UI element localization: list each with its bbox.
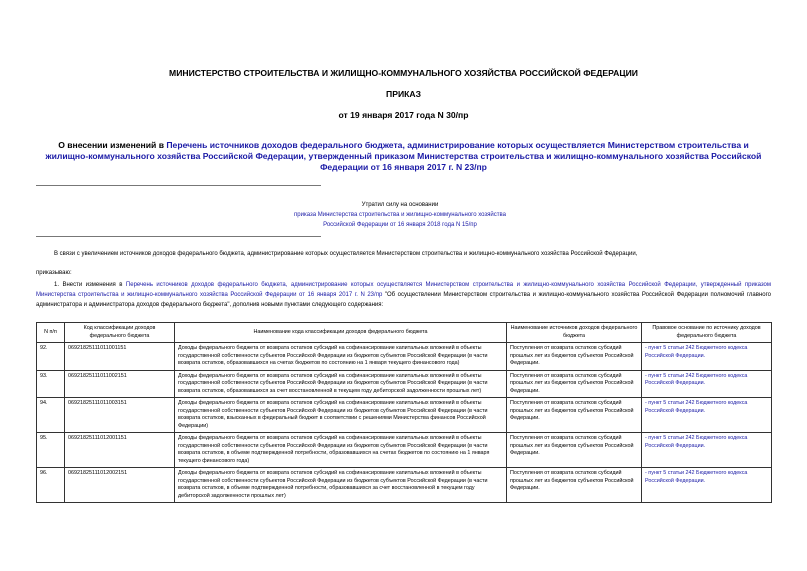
table-row [37,370,772,398]
row-legal-basis-link[interactable]: - пункт 5 статьи 242 Бюджетного кодекса Российской Федерации. [645,400,748,414]
table-header-row [37,323,772,343]
revenue-sources-table [36,322,772,503]
row-legal-basis-link[interactable]: - пункт 5 статьи 242 Бюджетного кодекса Российской Федерации. [645,435,748,449]
row-number: 92. [37,343,65,371]
table-row [37,468,772,503]
row-code-name: Доходы федерального бюджета от возврата остатков субсидий на софинансирование капитальных вложений в объекты государственной собственности субъектов Российской Федерации из бюджетов субъектов Российской Федерации (в части возврата остатков, образовавшихся на счетах бюджетов по состоянию на 1 января текущего финансового года) [175,343,507,371]
item-1-link[interactable]: Перечень источников доходов федерального бюджета, администрирование которых осуществляется Министерством строительства и жилищно-коммунального хозяйства Российской Федерации, утвержденный приказом Министерства строительства и жилищно-коммунального хозяйства Российской Федерации от 16 января 2017 г. N 23/пр [36,282,771,298]
intro-paragraph: В связи с увеличением источников доходов федерального бюджета, администрирование которых осуществляется Министерством строительства и жилищно-коммунального хозяйства Российской Федерации, [54,251,638,257]
row-source: Поступления от возврата остатков субсидий прошлых лет из бюджетов субъектов Российской Федерации. [507,433,642,468]
row-source: Поступления от возврата остатков субсидий прошлых лет из бюджетов субъектов Российской Федерации. [507,398,642,433]
table-row [37,433,772,468]
row-source: Поступления от возврата остатков субсидий прошлых лет из бюджетов субъектов Российской Федерации. [507,468,642,503]
row-code: 06921825111011001151 [65,343,175,371]
row-number: 95. [37,433,65,468]
doc-type-heading: ПРИКАЗ [386,89,421,99]
row-source: Поступления от возврата остатков субсидий прошлых лет из бюджетов субъектов Российской Федерации. [507,343,642,371]
row-code: 06921825111011002151 [65,370,175,398]
row-legal-basis-link[interactable]: - пункт 5 статьи 242 Бюджетного кодекса Российской Федерации. [645,372,748,386]
row-code-name: Доходы федерального бюджета от возврата остатков субсидий на софинансирование капитальных вложений в объекты государственной собственности субъектов Российской Федерации из бюджетов субъектов Российской Федерации (в части возврата остатков, в объеме подтвержденной потребности, образовавшихся за счет восстановленной в текущем году дебиторской задолженности прошлых лет) [175,468,507,503]
item-1-prefix: 1. Внести изменения в [54,282,126,288]
doc-title-prefix: О внесении изменений в [58,140,167,150]
item-1-suffix: "Об осуществлении Министерством строительства и жилищно-коммунального хозяйства Российской Федерации полномочий главного администратора и администратора доходов федерального бюджета", дополнив новыми пунктами следующего содержания: [36,292,771,308]
row-code: 06921825111012001151 [65,433,175,468]
row-code-name: Доходы федерального бюджета от возврата остатков субсидий на софинансирование капитальных вложений в объекты государственной собственности субъектов Российской Федерации из бюджетов субъектов Российской Федерации (в части возврата остатков, взысканных в федеральный бюджет в соответствии с решениями Министерства финансов Российской Федерации) [175,398,507,433]
header-legal-basis: Правовое основание по источнику доходов федерального бюджета [642,323,772,343]
doc-title [36,140,771,173]
row-legal-basis-link[interactable]: - пункт 5 статьи 242 Бюджетного кодекса Российской Федерации. [645,470,748,484]
lost-force-link-1[interactable]: приказа Министерства строительства и жилищно-коммунального хозяйства [294,212,506,218]
row-code-name: Доходы федерального бюджета от возврата остатков субсидий на софинансирование капитальных вложений в объекты государственной собственности субъектов Российской Федерации из бюджетов субъектов Российской Федерации (в части возврата остатков, в объеме подтвержденной потребности, образовавшихся на счетах бюджетов по состоянию на 1 января текущего финансового года) [175,433,507,468]
doc-date: от 19 января 2017 года N 30/пр [338,110,469,120]
row-code-name: Доходы федерального бюджета от возврата остатков субсидий на софинансирование капитальных вложений в объекты государственной собственности субъектов Российской Федерации из бюджетов субъектов Российской Федерации (в части возврата остатков, образовавшихся за счет восстановленной в текущем году дебиторской задолженности прошлых лет) [175,370,507,398]
doc-title-link[interactable]: Перечень источников доходов федерального бюджета, администрирование которых осуществляется Министерством строительства и жилищно-коммунального хозяйства Российской Федерации, утвержденный приказом Министерства строительства и жилищно-коммунального хозяйства Российской Федерации от 16 января 2017 г. N 23/пр [45,140,762,172]
row-source: Поступления от возврата остатков субсидий прошлых лет из бюджетов субъектов Российской Федерации. [507,370,642,398]
header-code: Код классификации доходов федерального бюджета [65,323,175,343]
order-word: приказываю: [36,270,72,276]
row-number: 94. [37,398,65,433]
table-row [37,343,772,371]
header-number: N п/п [37,323,65,343]
ministry-heading: МИНИСТЕРСТВО СТРОИТЕЛЬСТВА И ЖИЛИЩНО-КОММУНАЛЬНОГО ХОЗЯЙСТВА РОССИЙСКОЙ ФЕДЕРАЦИИ [169,68,638,78]
lost-force-note [250,200,550,230]
lost-force-label: Утратил силу на основании [361,202,439,208]
row-code: 06921825111011003151 [65,398,175,433]
row-number: 96. [37,468,65,503]
header-source-name: Наименование источников доходов федерального бюджета [507,323,642,343]
item-1-paragraph [36,280,771,310]
row-number: 93. [37,370,65,398]
table-row [37,398,772,433]
divider-bottom [36,236,321,237]
header-code-name: Наименование кода классификации доходов федерального бюджета [175,323,507,343]
row-legal-basis-link[interactable]: - пункт 5 статьи 242 Бюджетного кодекса Российской Федерации. [645,345,748,359]
row-code: 06921825111012002151 [65,468,175,503]
lost-force-link-2[interactable]: Российской Федерации от 16 января 2018 года N 15/пр [323,222,477,228]
divider-top [36,185,321,186]
